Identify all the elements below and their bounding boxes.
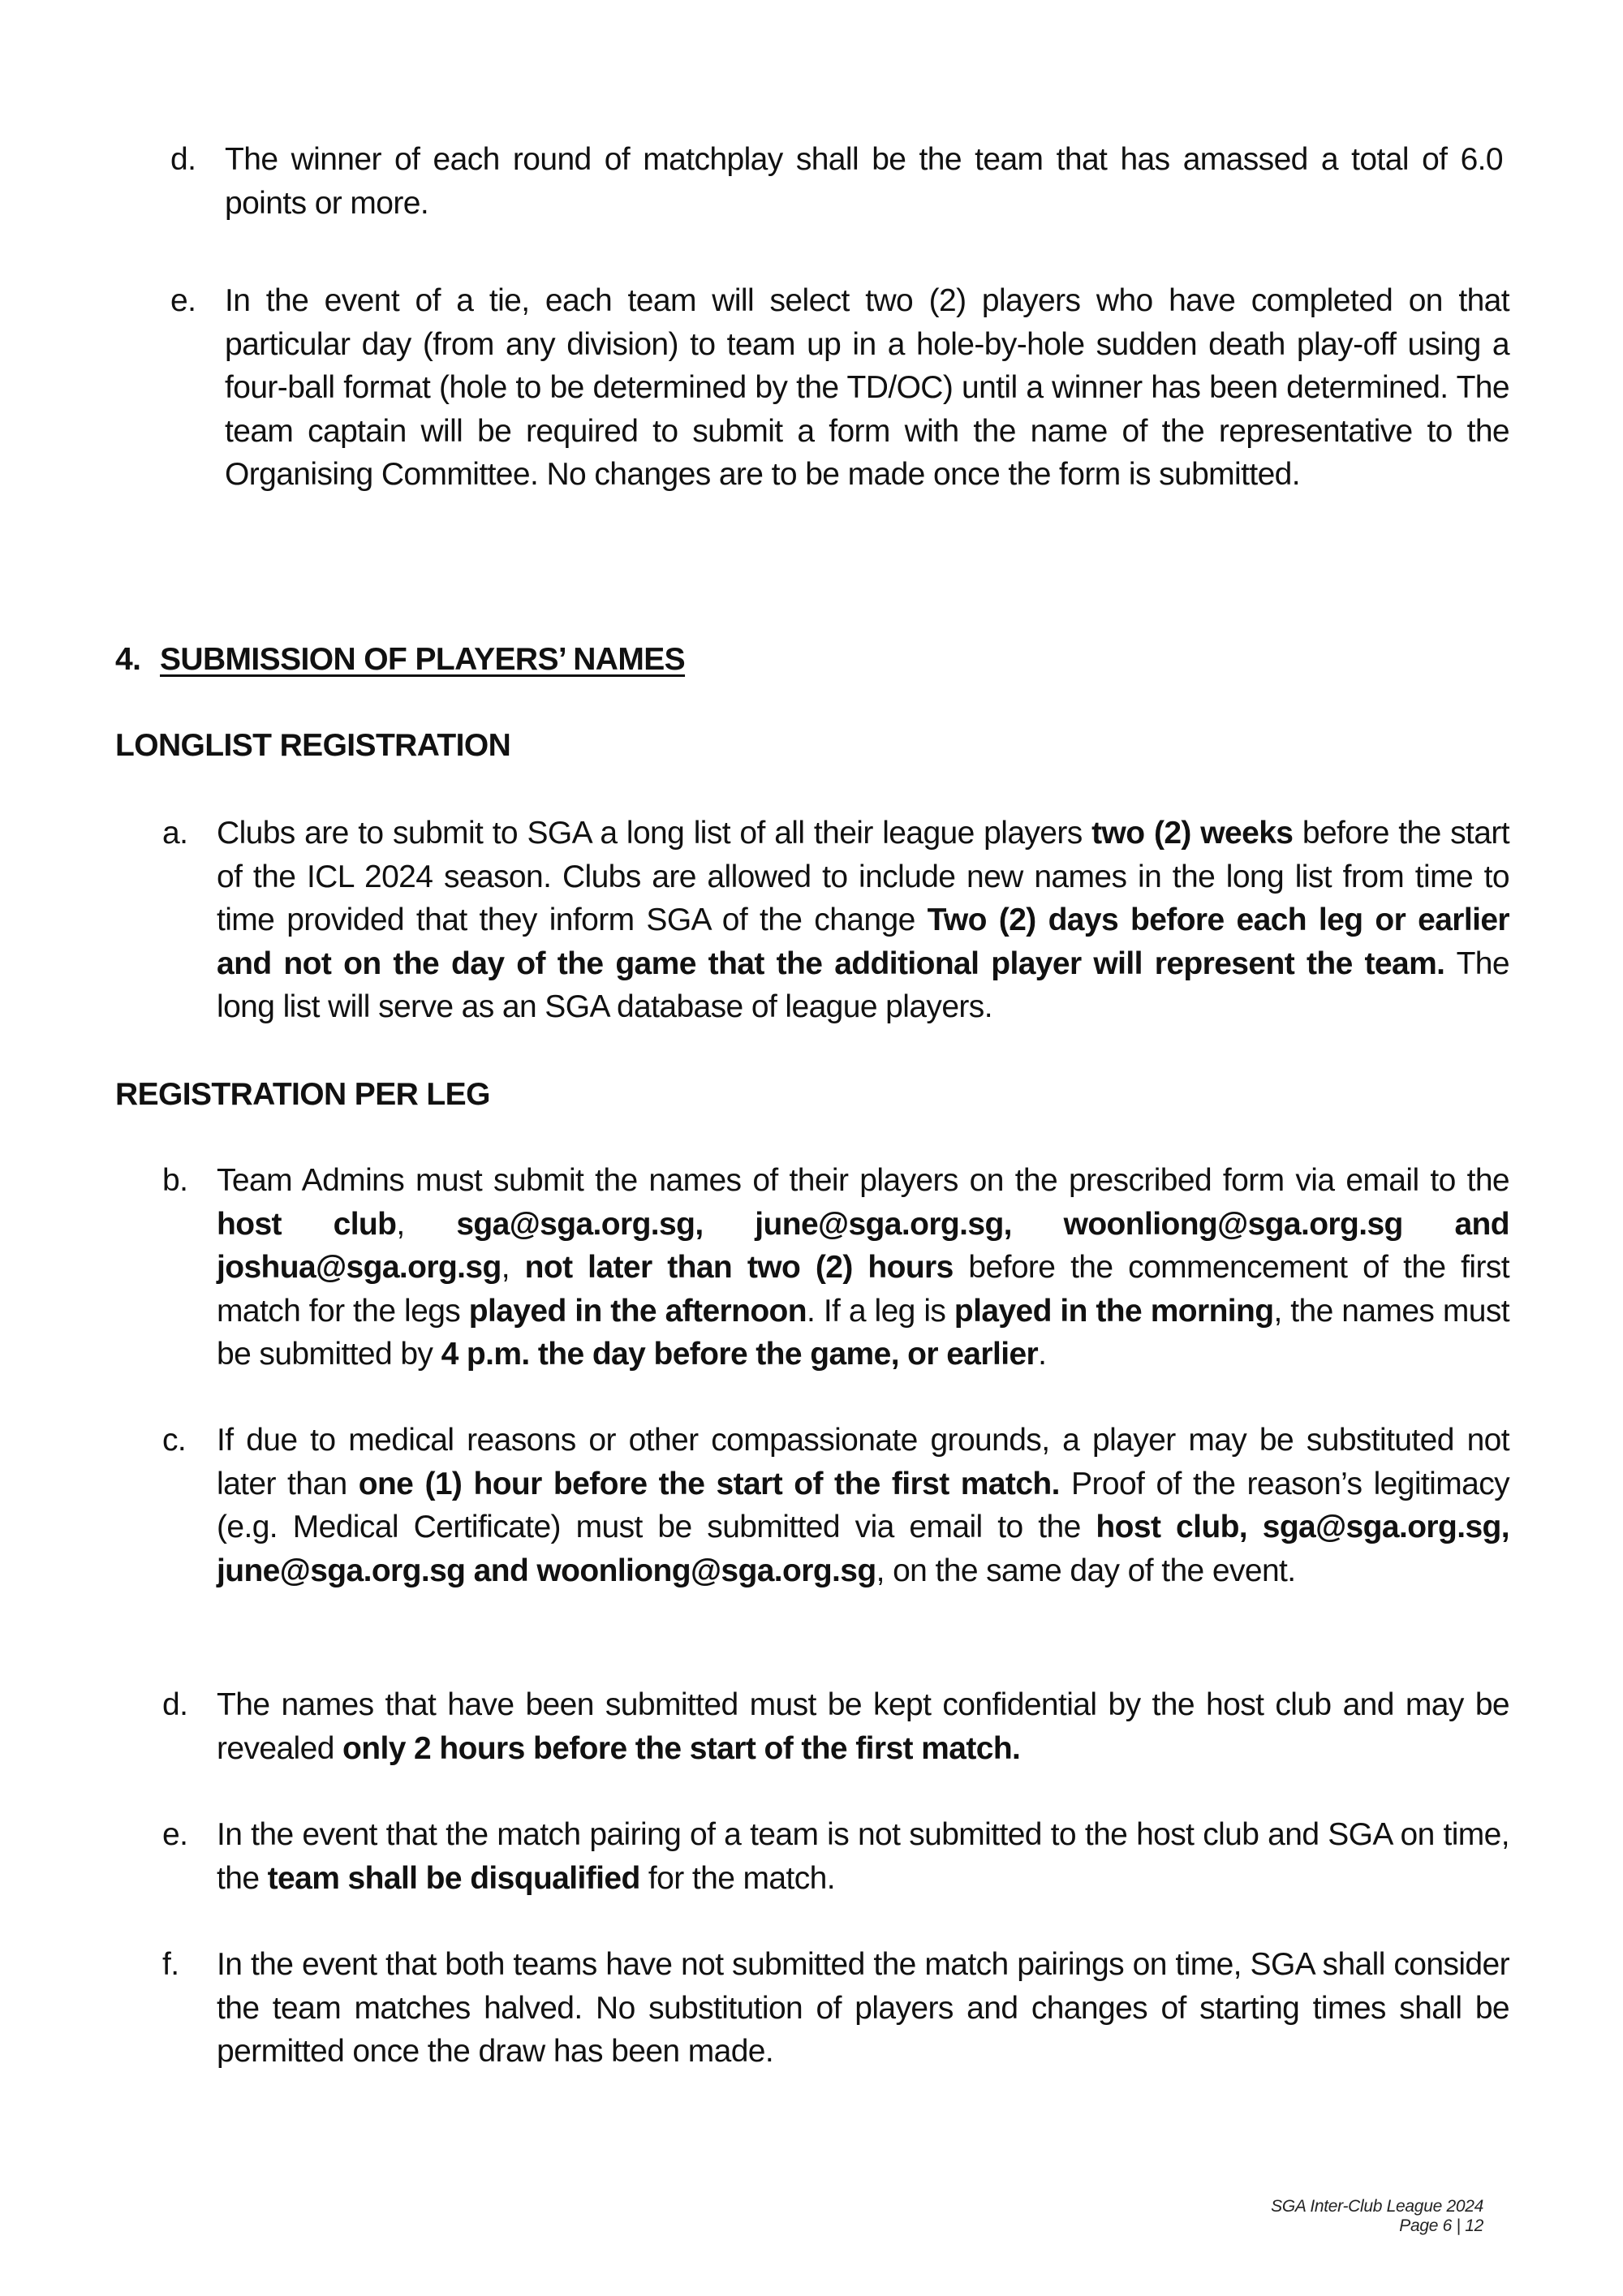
text-run: . (1038, 1337, 1047, 1372)
bold-text-run: 4 p.m. the day before the game, or earlier (441, 1337, 1039, 1372)
text-run: The names that have been submitted must be kept confidential by the host club and may be revealed (217, 1687, 1509, 1766)
item-label: e. (170, 283, 196, 318)
text-run: The long list will serve as an SGA database of league players. (217, 946, 1509, 1024)
page-footer (1271, 2197, 1483, 2236)
footer-title: SGA Inter-Club League 2024 (1271, 2197, 1483, 2216)
bold-text-run: Two (2) days before each leg or earlier and not on the day of the game that the additional player will represent the team. (217, 902, 1510, 981)
rule-item-4c (162, 1419, 1509, 1592)
item-text (217, 1813, 1509, 1900)
rule-item-4f (162, 1943, 1509, 2074)
section-title: SUBMISSION OF PLAYERS’ NAMES (160, 642, 686, 677)
section-heading (115, 638, 685, 681)
item-text (217, 1943, 1509, 2074)
text-run: , (396, 1206, 457, 1242)
text-run: Clubs are to submit to SGA a long list of all their league players (217, 816, 1092, 851)
item-text (217, 1419, 1509, 1592)
section-number: 4. (115, 642, 141, 677)
bold-text-run: host club, sga@sga.org.sg, june@sga.org.sg and woonliong@sga.org.sg (217, 1510, 1510, 1588)
item-label: a. (162, 816, 188, 851)
item-label: f. (162, 1947, 179, 1982)
text-run: , the names must be submitted by (217, 1293, 1510, 1372)
rule-item-4b (162, 1159, 1509, 1376)
rule-item-3d (170, 138, 1503, 225)
text-run: The winner of each round of matchplay shall be the team that has amassed a total of 6.0 points or more. (225, 142, 1503, 221)
item-text (225, 138, 1503, 225)
item-text (217, 1683, 1509, 1770)
item-text (225, 279, 1509, 497)
text-run: In the event that both teams have not submitted the match pairings on time, SGA shall consider the team matches halved. No substitution of players and changes of starting times shall be permitted once the draw has been made. (217, 1947, 1509, 2069)
item-text (217, 812, 1509, 1029)
text-run: before the commencement of the first match for the legs (217, 1250, 1509, 1329)
item-label: c. (162, 1423, 187, 1458)
item-label: d. (170, 142, 196, 177)
text-run: for the match. (639, 1860, 835, 1896)
item-label: d. (162, 1687, 188, 1722)
item-label: b. (162, 1163, 188, 1198)
bold-text-run: one (1) hour before the start of the first match. (358, 1466, 1060, 1501)
text-run: Team Admins must submit the names of their players on the prescribed form via email to the (217, 1163, 1509, 1198)
text-run: , on the same day of the event. (876, 1553, 1296, 1588)
text-run: In the event of a tie, each team will select two (2) players who have completed on that particular day (from any division) to team up in a hole-by-hole sudden death play-off using a four-ball format (hole to be determined by the TD/OC) until a winner has been determined. The team captain will be required to submit a form with the name of the representative to the Organising Committee. No changes are to be made once the form is submitted. (225, 283, 1509, 492)
rule-item-4d (162, 1683, 1509, 1770)
text-run: Proof of the reason’s legitimacy (e.g. Medical Certificate) must be submitted via email to the (217, 1466, 1509, 1544)
bold-text-run: two (2) weeks (1091, 816, 1294, 851)
bold-text-run: host club (217, 1206, 397, 1242)
text-run: before the start of the ICL 2024 season. Clubs are allowed to include new names in the long list from time to time provided that they inform SGA of the change (217, 816, 1510, 937)
rule-item-4a (162, 812, 1509, 1029)
bold-text-run: played in the afternoon (468, 1293, 807, 1329)
bold-text-run: sga@sga.org.sg, june@sga.org.sg, woonliong@sga.org.sg and joshua@sga.org.sg (217, 1206, 1509, 1285)
item-label: e. (162, 1817, 188, 1852)
bold-text-run: team shall be disqualified (267, 1860, 640, 1896)
subheading-per-leg: REGISTRATION PER LEG (115, 1077, 490, 1112)
bold-text-run: played in the morning (954, 1293, 1274, 1329)
subheading-longlist: LONGLIST REGISTRATION (115, 728, 511, 763)
text-run: If due to medical reasons or other compassionate grounds, a player may be substituted not later than (217, 1423, 1509, 1501)
item-text (217, 1159, 1509, 1376)
text-run: , (501, 1250, 525, 1285)
text-run: . If a leg is (807, 1293, 954, 1329)
bold-text-run: not later than two (2) hours (524, 1250, 954, 1285)
rule-item-4e (162, 1813, 1509, 1900)
bold-text-run: only 2 hours before the start of the first match. (342, 1730, 1021, 1766)
text-run: In the event that the match pairing of a team is not submitted to the host club and SGA on time, the (217, 1817, 1509, 1896)
rule-item-3e (170, 279, 1509, 497)
footer-page-number: Page 6 | 12 (1399, 2216, 1483, 2235)
